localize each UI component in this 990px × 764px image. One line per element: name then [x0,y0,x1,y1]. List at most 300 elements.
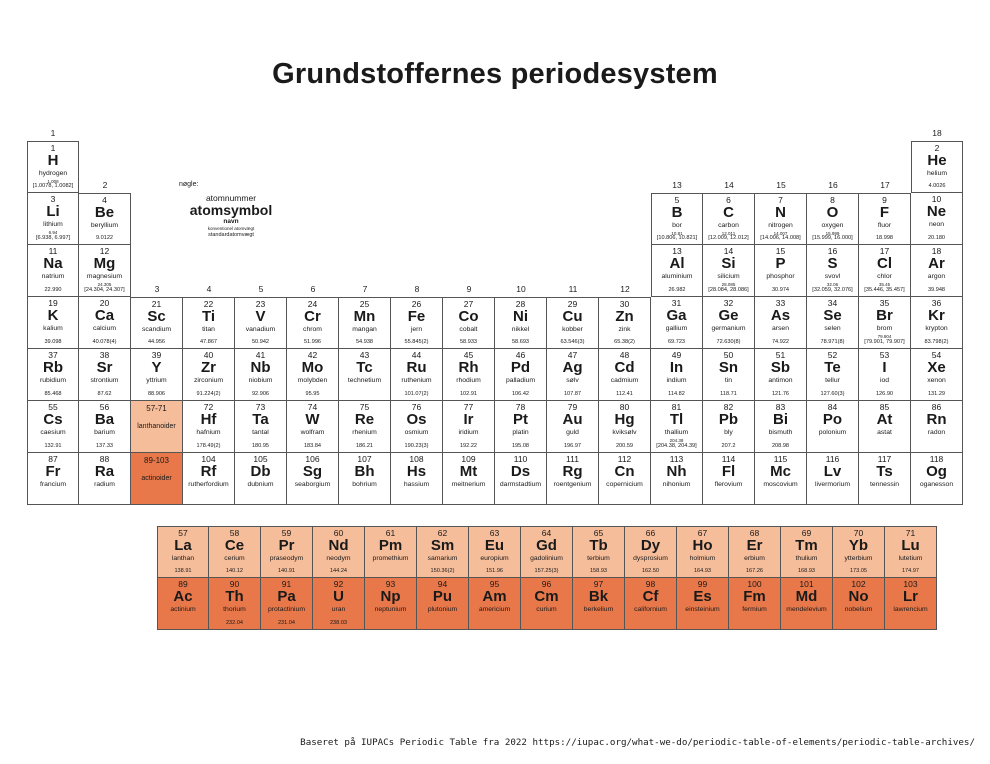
group-number-13: 13 [672,180,682,190]
standard-weight: 158.93 [589,568,608,574]
atomic-symbol: Pr [278,537,295,554]
atomic-number: 50 [723,350,734,360]
standard-weight: 114.82 [668,391,685,397]
atomic-symbol: Kr [928,307,945,324]
conventional-weight: 79.904 [877,334,892,339]
element-cell-w [287,401,339,453]
element-cell-es [677,578,729,630]
conventional-weight: 204.38 [669,438,684,443]
element-cell-ag [547,349,599,401]
conventional-weight: 28.085 [721,282,736,287]
atomic-symbol: Sn [718,359,739,376]
atomic-symbol: Be [94,204,115,221]
atomic-number: 79 [567,402,578,412]
standard-weight: [24.304, 24.307] [84,287,125,293]
element-cell-hf [183,401,235,453]
element-cell-v [235,297,287,349]
atomic-number: 62 [437,528,448,538]
element-cell-zr [183,349,235,401]
element-cell-pd [495,349,547,401]
element-name: americium [478,606,511,613]
element-name: einsteinium [685,606,720,613]
element-name: kalium [43,325,63,332]
standard-weight: [32.059, 32.076] [812,287,853,293]
group-number-10: 10 [516,284,526,294]
atomic-number: 116 [825,454,840,464]
element-name: thulium [795,555,818,562]
atomic-symbol: Es [693,588,712,605]
element-name: erbium [744,555,765,562]
standard-weight: 58.933 [459,339,478,345]
atomic-symbol: Sc [147,308,166,325]
element-name: oganesson [919,481,954,488]
standard-weight: 112.41 [616,391,633,397]
atomic-number: 29 [567,299,578,309]
standard-weight: 92.906 [251,391,270,397]
standard-weight: [204.38, 204.39] [656,443,697,449]
atomic-symbol: Cu [562,308,583,325]
atomic-number: 7 [778,195,783,205]
atomic-number: 49 [671,350,682,360]
atomic-symbol: Rg [562,463,583,480]
atomic-symbol: Ta [252,411,269,428]
element-name: iridium [458,429,479,436]
element-name: aluminium [661,273,693,280]
element-name: caesium [40,429,66,436]
atomic-number: 35 [879,298,890,308]
element-name: zirconium [193,377,224,384]
element-cell-nb [235,349,287,401]
atomic-number: 17 [879,246,890,256]
element-cell-cl [859,245,911,297]
atomic-symbol: Fr [45,463,61,480]
standard-weight: 186.21 [355,443,374,449]
element-cell-pm [365,526,417,578]
element-cell-ti [183,297,235,349]
element-name: nobelium [844,606,873,613]
element-name: rutherfordium [188,481,229,488]
element-name: rubidium [39,377,67,384]
element-cell-zn [599,297,651,349]
element-name: argon [927,273,946,280]
conventional-weight: 12.011 [721,231,736,236]
group-number-16: 16 [828,180,838,190]
atomic-number: 10 [931,194,942,204]
standard-weight: 232.04 [225,620,244,626]
standard-weight: 238.03 [329,620,348,626]
element-cell-gd [521,526,573,578]
element-cell-mc [755,453,807,505]
element-name: tennessin [869,481,900,488]
atomic-number: 59 [281,528,292,538]
atomic-symbol: Pd [510,359,531,376]
atomic-number: 53 [879,350,890,360]
element-name: berkelium [583,606,614,613]
atomic-number: 113 [669,454,684,464]
atomic-symbol: No [848,588,869,605]
element-name: bor [672,222,682,229]
standard-weight: 39.948 [927,287,946,293]
atomic-number: 26 [411,299,422,309]
group-number-14: 14 [724,180,734,190]
atomic-symbol: Al [669,255,685,272]
atomic-number: 65 [593,528,604,538]
atomic-symbol: Fm [743,588,766,605]
atomic-symbol: Ne [926,203,947,220]
element-cell-k [27,297,79,349]
atomic-number: 85 [879,402,890,412]
atomic-number: 76 [411,402,422,412]
atomic-symbol: Ir [463,411,474,428]
element-cell-er [729,526,781,578]
atomic-symbol: At [876,411,893,428]
standard-weight: [14.006, 14.008] [760,235,801,241]
standard-weight: 118.71 [720,391,737,397]
element-cell-lu [885,526,937,578]
element-name: yttrium [146,377,167,384]
element-name: kobber [562,326,583,333]
element-name: brom [876,325,893,332]
element-name: antimon [768,377,793,384]
atomic-number: 100 [747,579,762,589]
atomic-symbol: Y [151,359,162,376]
atomic-number: 95 [489,579,500,589]
page-title: Grundstoffernes periodesystem [272,58,718,90]
element-name: helium [926,170,948,177]
atomic-number: 47 [567,350,578,360]
atomic-symbol: Zn [615,308,634,325]
atomic-number: 99 [697,579,708,589]
atomic-symbol: As [770,307,791,324]
atomic-number: 106 [305,454,320,464]
standard-weight: [79.901, 79.907] [864,339,905,345]
standard-weight: 195.08 [511,443,530,449]
element-cell-o [807,193,859,245]
atomic-symbol: Mt [459,463,478,480]
standard-weight: 231.04 [277,620,296,626]
element-cell-np [365,578,417,630]
element-cell-sr [79,349,131,401]
standard-weight: 54.938 [355,339,374,345]
element-name: bismuth [768,429,793,436]
atomic-symbol: Ni [513,308,528,325]
atomic-symbol: Gd [536,537,557,554]
element-cell-ac [157,578,209,630]
atomic-symbol: Bk [588,588,609,605]
conventional-weight: 35.45 [878,282,891,287]
atomic-number: 66 [645,528,656,538]
element-name: beryllium [90,222,119,229]
element-cell-cn [599,453,651,505]
key-element-name: navn [223,218,239,225]
atomic-number: 102 [851,579,866,589]
atomic-symbol: Pu [432,588,453,605]
group-number-8: 8 [414,284,420,294]
standard-weight: 91.224(2) [196,391,221,397]
atomic-number: 46 [515,350,526,360]
element-name: svovl [824,273,841,280]
atomic-number: 103 [903,579,918,589]
element-cell-os [391,401,443,453]
atomic-number: 45 [463,350,474,360]
atomic-number: 11 [48,246,58,256]
element-cell-nh [651,453,703,505]
atomic-symbol: Er [746,537,763,554]
element-cell-lr [885,578,937,630]
standard-weight: 192.22 [459,443,478,449]
atomic-number: 54 [931,350,942,360]
atomic-number: 57 [178,528,188,538]
element-name: nitrogen [768,222,793,229]
standard-weight: 200.59 [615,443,634,449]
element-cell-fr [27,453,79,505]
atomic-symbol: Mn [353,308,376,325]
atomic-number: 4 [102,195,107,205]
element-name: holmium [689,555,716,562]
element-cell-kr [911,297,963,349]
standard-weight: 18.998 [875,235,894,241]
atomic-number: 27 [463,299,474,309]
atomic-symbol: Bh [354,463,375,480]
atomic-number: 38 [99,350,110,360]
element-name: bohrium [352,481,377,488]
atomic-number: 82 [723,402,734,412]
atomic-number: 84 [827,402,838,412]
atomic-symbol: Sr [96,359,113,376]
atomic-number: 101 [799,579,814,589]
element-name: carbon [718,222,739,229]
element-cell-th [209,578,261,630]
atomic-symbol: Mo [301,359,324,376]
atomic-symbol: Np [380,588,401,605]
atomic-number: 21 [151,299,162,309]
source-footer: Baseret på IUPACs Periodic Table fra 2022 https://iupac.org/what-we-do/periodic-table-of-elements/periodic-table-archives/ [300,737,975,748]
atomic-symbol: Ru [406,359,427,376]
element-name: dysprosium [633,555,668,562]
element-name: uran [331,606,346,613]
element-name: lanthan [171,555,195,562]
element-cell-tm [781,526,833,578]
standard-weight: 55.845(2) [404,339,429,345]
atomic-number: 51 [775,350,786,360]
element-name: roentgenium [553,481,592,488]
element-name: cadmium [610,377,639,384]
element-cell-cd [599,349,651,401]
atomic-symbol: Ra [94,463,115,480]
atomic-symbol: He [927,152,947,169]
placeholder-label: actinoider [141,475,172,482]
element-name: rhenium [352,429,377,436]
standard-weight: 51.996 [303,339,322,345]
element-name: copernicium [606,481,643,488]
element-name: neodym [326,555,351,562]
atomic-symbol: F [879,204,890,221]
element-cell-li [27,193,79,245]
key-conventional-weight: konventionel atomvægt [207,226,255,231]
element-cell-co [443,297,495,349]
standard-weight: 151.96 [485,568,504,574]
atomic-symbol: Au [562,411,583,428]
atomic-number: 110 [513,454,528,464]
placeholder-range: 89-103 [144,456,169,465]
atomic-symbol: Ga [666,307,687,324]
atomic-symbol: Tc [356,359,373,376]
standard-weight: 88.906 [147,391,166,397]
element-name: phosphor [766,273,795,280]
standard-weight: 83.798(2) [924,339,949,345]
element-cell-ce [209,526,261,578]
element-cell-la [157,526,209,578]
element-name: darmstadtium [499,481,542,488]
element-cell-y [131,349,183,401]
atomic-number: 69 [801,528,812,538]
atomic-symbol: Co [458,308,479,325]
element-cell-pu [417,578,469,630]
atomic-symbol: Pt [513,411,528,428]
atomic-number: 112 [617,454,632,464]
element-cell-at [859,401,911,453]
element-cell-f [859,193,911,245]
element-name: hydrogen [38,170,68,177]
element-cell-nd [313,526,365,578]
element-name: nikkel [511,326,530,333]
atomic-number: 23 [255,299,266,309]
element-name: seaborgium [294,481,331,488]
standard-weight: 167.26 [745,568,764,574]
atomic-number: 63 [489,528,500,538]
conventional-weight: 32.06 [826,282,839,287]
element-cell-rb [27,349,79,401]
atomic-number: 34 [827,298,838,308]
standard-weight: [10.806, 10.821] [656,235,698,241]
standard-weight: 208.98 [771,443,790,449]
atomic-number: 2 [934,143,940,153]
element-cell-ne [911,193,963,245]
element-cell-he [911,141,963,193]
atomic-symbol: Os [406,411,427,428]
atomic-symbol: Ba [94,411,115,428]
atomic-number: 75 [359,402,370,412]
standard-weight: [15.999, 16.000] [812,235,853,241]
standard-weight: 72.630(8) [716,339,741,345]
element-name: promethium [372,555,409,562]
group-number-1: 1 [50,128,56,138]
standard-weight: 30.974 [771,287,790,293]
atomic-symbol: Ge [718,307,739,324]
atomic-symbol: N [775,204,786,221]
atomic-number: 81 [671,402,682,412]
atomic-number: 74 [307,402,318,412]
standard-weight: 85.468 [44,391,62,397]
element-name: terbium [587,555,610,562]
atomic-number: 108 [409,454,424,464]
element-cell-fm [729,578,781,630]
atomic-symbol: Bi [773,411,788,428]
atomic-symbol: Pb [718,411,739,428]
element-name: moscovium [763,481,798,488]
atomic-symbol: B [671,204,683,221]
element-name: mendelevium [786,606,827,613]
atomic-number: 58 [229,528,240,538]
atomic-symbol: Si [721,255,736,272]
element-cell-mn [339,297,391,349]
element-name: radon [927,429,946,436]
atomic-symbol: Cn [614,463,635,480]
atomic-number: 28 [515,299,526,309]
element-cell-ni [495,297,547,349]
atomic-number: 32 [723,298,734,308]
element-cell-ir [443,401,495,453]
atomic-symbol: Cf [642,588,659,605]
atomic-number: 44 [411,350,422,360]
element-cell-md [781,578,833,630]
element-cell-ge [703,297,755,349]
atomic-symbol: Rf [200,463,217,480]
element-name: sølv [566,377,579,384]
element-cell-sc [131,297,183,349]
standard-weight: 47.867 [199,339,218,345]
atomic-symbol: Cl [877,255,892,272]
atomic-symbol: Na [43,255,63,272]
atomic-symbol: Ce [224,537,245,554]
standard-weight: 4.0026 [928,183,946,189]
atomic-symbol: Rn [926,411,947,428]
element-name: fluor [877,222,892,229]
atomic-symbol: O [826,204,839,221]
element-name: technetium [347,377,382,384]
element-cell-xe [911,349,963,401]
group-number-12: 12 [620,284,630,294]
element-cell-db [235,453,287,505]
element-name: livermorium [814,481,851,488]
element-cell-tc [339,349,391,401]
element-cell-hg [599,401,651,453]
element-cell-ts [859,453,911,505]
atomic-symbol: Te [824,359,841,376]
atomic-symbol: Ti [201,308,216,325]
atomic-symbol: Re [354,411,375,428]
group-number-4: 4 [206,284,212,294]
standard-weight: 106.42 [511,391,530,397]
atomic-symbol: Cs [43,411,63,428]
element-cell-tl [651,401,703,453]
atomic-symbol: Rb [43,359,63,376]
atomic-symbol: Mc [770,463,791,480]
element-cell-rf [183,453,235,505]
element-name: gadolinium [530,555,563,562]
atomic-symbol: Hg [614,411,635,428]
atomic-number: 6 [726,195,731,205]
atomic-number: 60 [333,528,344,538]
atomic-number: 89 [178,579,188,589]
element-cell-ar [911,245,963,297]
element-cell-sm [417,526,469,578]
element-name: neon [928,221,945,228]
element-name: astat [877,429,892,436]
standard-weight: 121.76 [771,391,790,397]
element-name: californium [634,606,667,613]
atomic-symbol: Ar [928,255,945,272]
atomic-number: 109 [461,454,476,464]
atomic-symbol: Po [822,411,843,428]
atomic-number: 117 [877,454,892,464]
atomic-symbol: Hs [406,463,427,480]
atomic-symbol: Lv [823,463,842,480]
atomic-number: 14 [723,246,734,256]
atomic-symbol: Am [482,588,507,605]
atomic-number: 56 [99,402,110,412]
element-name: chlor [877,273,892,280]
